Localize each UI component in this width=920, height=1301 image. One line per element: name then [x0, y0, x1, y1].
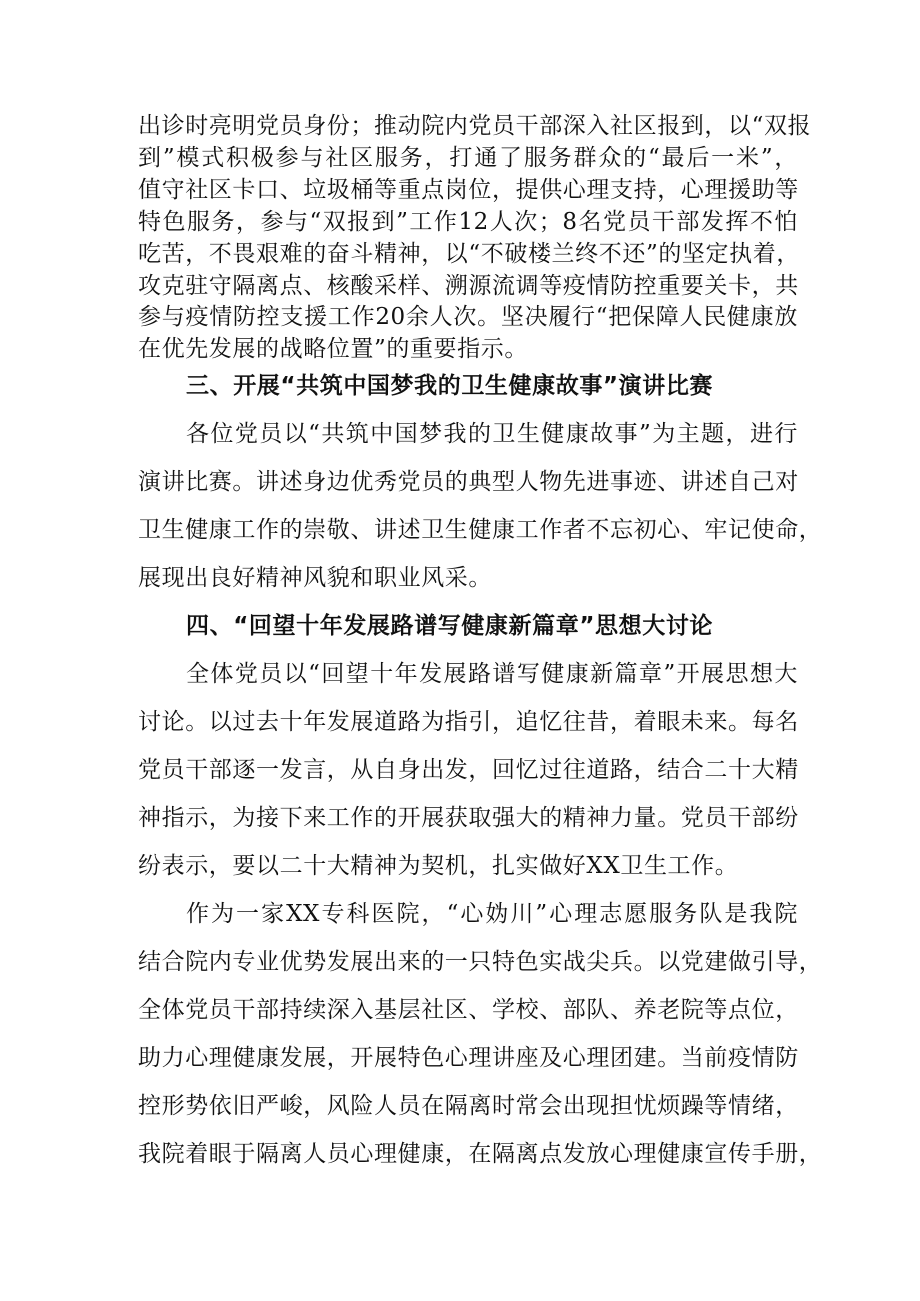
text-line: 党员干部逐一发言，从自身出发，回忆过往道路，结合二十大精 [138, 757, 799, 783]
text-line: 讨论。以过去十年发展道路为指引，追忆往昔，着眼未来。每名 [138, 709, 799, 735]
text-line: 全体党员以“回望十年发展路谱写健康新篇章”开展思想大 [186, 661, 798, 687]
text-line: 控形势依旧严峻，风险人员在隔离时常会出现担忧烦躁等情绪， [138, 1093, 799, 1119]
text-line: 结合院内专业优势发展出来的一只特色实战尖兵。以党建做引导， [138, 949, 823, 975]
text-line: 演讲比赛。讲述身边优秀党员的典型人物先进事迹、讲述自己对 [138, 469, 799, 495]
text-line: 助力心理健康发展，开展特色心理讲座及心理团建。当前疫情防 [138, 1045, 799, 1071]
text-line: 特色服务，参与“双报到”工作12人次；8名党员干部发挥不怕 [138, 209, 798, 235]
text-line: 参与疫情防控支援工作20余人次。坚决履行“把保障人民健康放 [138, 304, 798, 330]
text-line: 纷表示，要以二十大精神为契机，扎实做好XX卫生工作。 [138, 853, 739, 879]
text-line: 卫生健康工作的崇敬、讲述卫生健康工作者不忘初心、牢记使命， [138, 517, 823, 543]
text-line: 到”模式积极参与社区服务，打通了服务群众的“最后一米”， [138, 145, 798, 171]
section-3-heading: 三、开展“共筑中国梦我的卫生健康故事”演讲比赛 [186, 373, 714, 399]
text-line: 我院着眼于隔离人员心理健康，在隔离点发放心理健康宣传手册， [138, 1141, 823, 1167]
text-line: 出诊时亮明党员身份；推动院内党员干部深入社区报到，以“双报 [138, 113, 812, 139]
text-line: 作为一家XX专科医院，“心妫川”心理志愿服务队是我院 [186, 901, 798, 927]
text-line: 攻克驻守隔离点、核酸采样、溯源流调等疫情防控重要关卡，共 [138, 273, 799, 299]
text-line: 全体党员干部持续深入基层社区、学校、部队、养老院等点位， [138, 997, 799, 1023]
text-line: 在优先发展的战略位置”的重要指示。 [138, 336, 528, 362]
text-line: 值守社区卡口、垃圾桶等重点岗位，提供心理支持，心理援助等 [138, 177, 799, 203]
text-line: 展现出良好精神风貌和职业风采。 [138, 565, 492, 591]
text-line: 各位党员以“共筑中国梦我的卫生健康故事”为主题，进行 [186, 421, 798, 447]
section-4-heading: 四、“回望十年发展路谱写健康新篇章”思想大讨论 [186, 613, 714, 639]
text-line: 神指示，为接下来工作的开展获取强大的精神力量。党员干部纷 [138, 805, 799, 831]
text-line: 吃苦，不畏艰难的奋斗精神，以“不破楼兰终不还”的坚定执着， [138, 241, 800, 267]
